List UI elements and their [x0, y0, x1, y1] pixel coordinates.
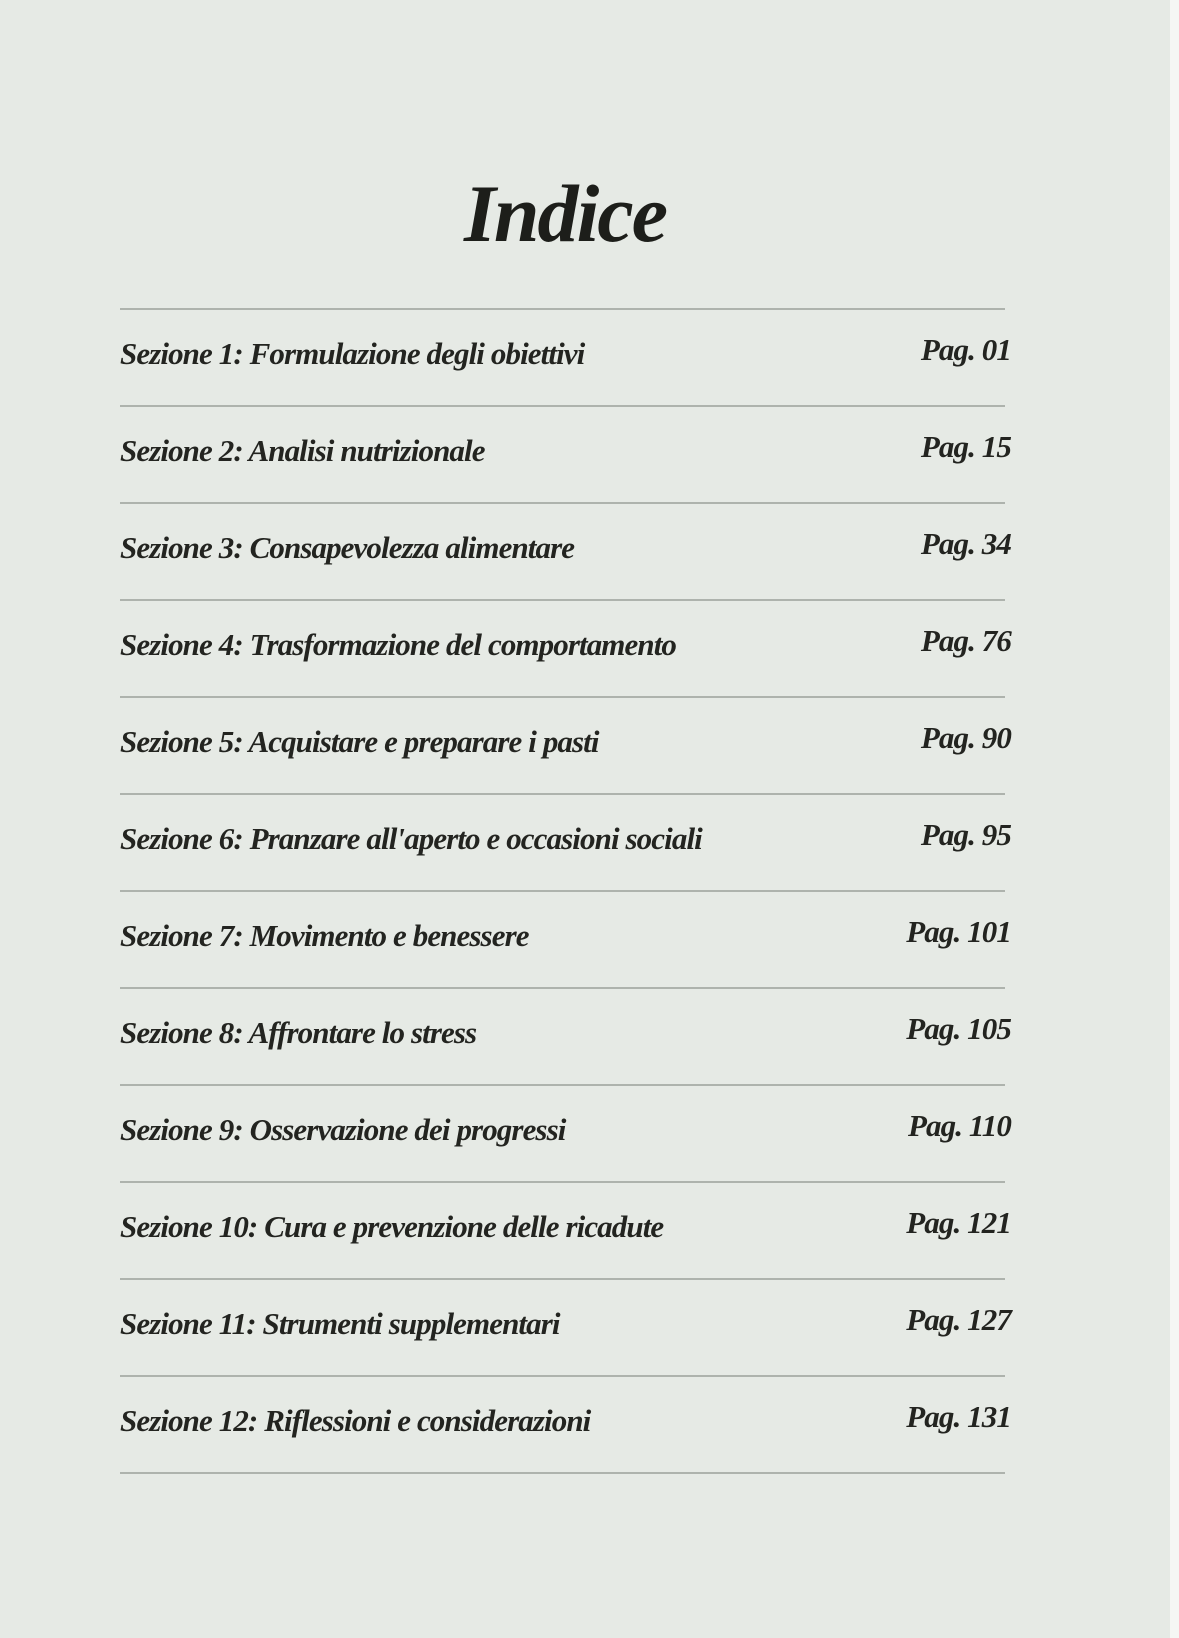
- toc-entry-page: Pag. 110: [907, 1108, 1011, 1143]
- toc-entry-1[interactable]: [120, 310, 1011, 405]
- toc-entry-8[interactable]: [120, 989, 1011, 1084]
- toc-entry-11[interactable]: [120, 1280, 1011, 1375]
- toc-entry-page: Pag. 15: [920, 429, 1011, 464]
- toc-entry-page: Pag. 127: [906, 1302, 1011, 1337]
- toc-entry-page: Pag. 131: [906, 1399, 1011, 1434]
- toc-entry-label: Sezione 10: Cura e prevenzione delle ricadute: [120, 1209, 664, 1244]
- toc-entry-label: Sezione 4: Trasformazione del comportamento: [120, 627, 677, 662]
- toc-entry-4[interactable]: [120, 601, 1011, 696]
- page-title: Indice: [463, 167, 667, 259]
- toc-entry-page: Pag. 90: [920, 720, 1011, 755]
- toc-entry-page: Pag. 01: [920, 332, 1011, 367]
- toc-entry-label: Sezione 2: Analisi nutrizionale: [120, 433, 485, 468]
- toc-entry-label: Sezione 11: Strumenti supplementari: [120, 1306, 560, 1341]
- toc-entry-page: Pag. 34: [920, 526, 1011, 561]
- toc-entry-label: Sezione 9: Osservazione dei progressi: [120, 1112, 566, 1147]
- toc-entry-7[interactable]: [120, 892, 1011, 987]
- toc-entry-label: Sezione 3: Consapevolezza alimentare: [120, 530, 575, 565]
- toc-entry-label: Sezione 6: Pranzare all'aperto e occasioni sociali: [120, 821, 702, 856]
- divider: [120, 1472, 1005, 1474]
- toc-entry-2[interactable]: [120, 407, 1011, 502]
- toc-entry-6[interactable]: [120, 795, 1011, 890]
- toc-entry-9[interactable]: [120, 1086, 1011, 1181]
- toc-entry-label: Sezione 7: Movimento e benessere: [120, 918, 529, 953]
- toc-entry-page: Pag. 95: [920, 817, 1011, 852]
- toc-entry-page: Pag. 121: [906, 1205, 1011, 1240]
- table-of-contents: [120, 308, 1011, 1474]
- toc-entry-5[interactable]: [120, 698, 1011, 793]
- toc-entry-label: Sezione 1: Formulazione degli obiettivi: [120, 336, 585, 371]
- toc-entry-10[interactable]: [120, 1183, 1011, 1278]
- toc-entry-12[interactable]: [120, 1377, 1011, 1472]
- toc-entry-page: Pag. 76: [920, 623, 1011, 658]
- toc-entry-label: Sezione 8: Affrontare lo stress: [120, 1015, 477, 1050]
- toc-entry-page: Pag. 101: [906, 914, 1011, 949]
- toc-entry-page: Pag. 105: [906, 1011, 1011, 1046]
- toc-entry-label: Sezione 12: Riflessioni e considerazioni: [120, 1403, 591, 1438]
- toc-entry-label: Sezione 5: Acquistare e preparare i pasti: [120, 724, 599, 759]
- toc-entry-3[interactable]: [120, 504, 1011, 599]
- page-edge: [1170, 0, 1179, 1638]
